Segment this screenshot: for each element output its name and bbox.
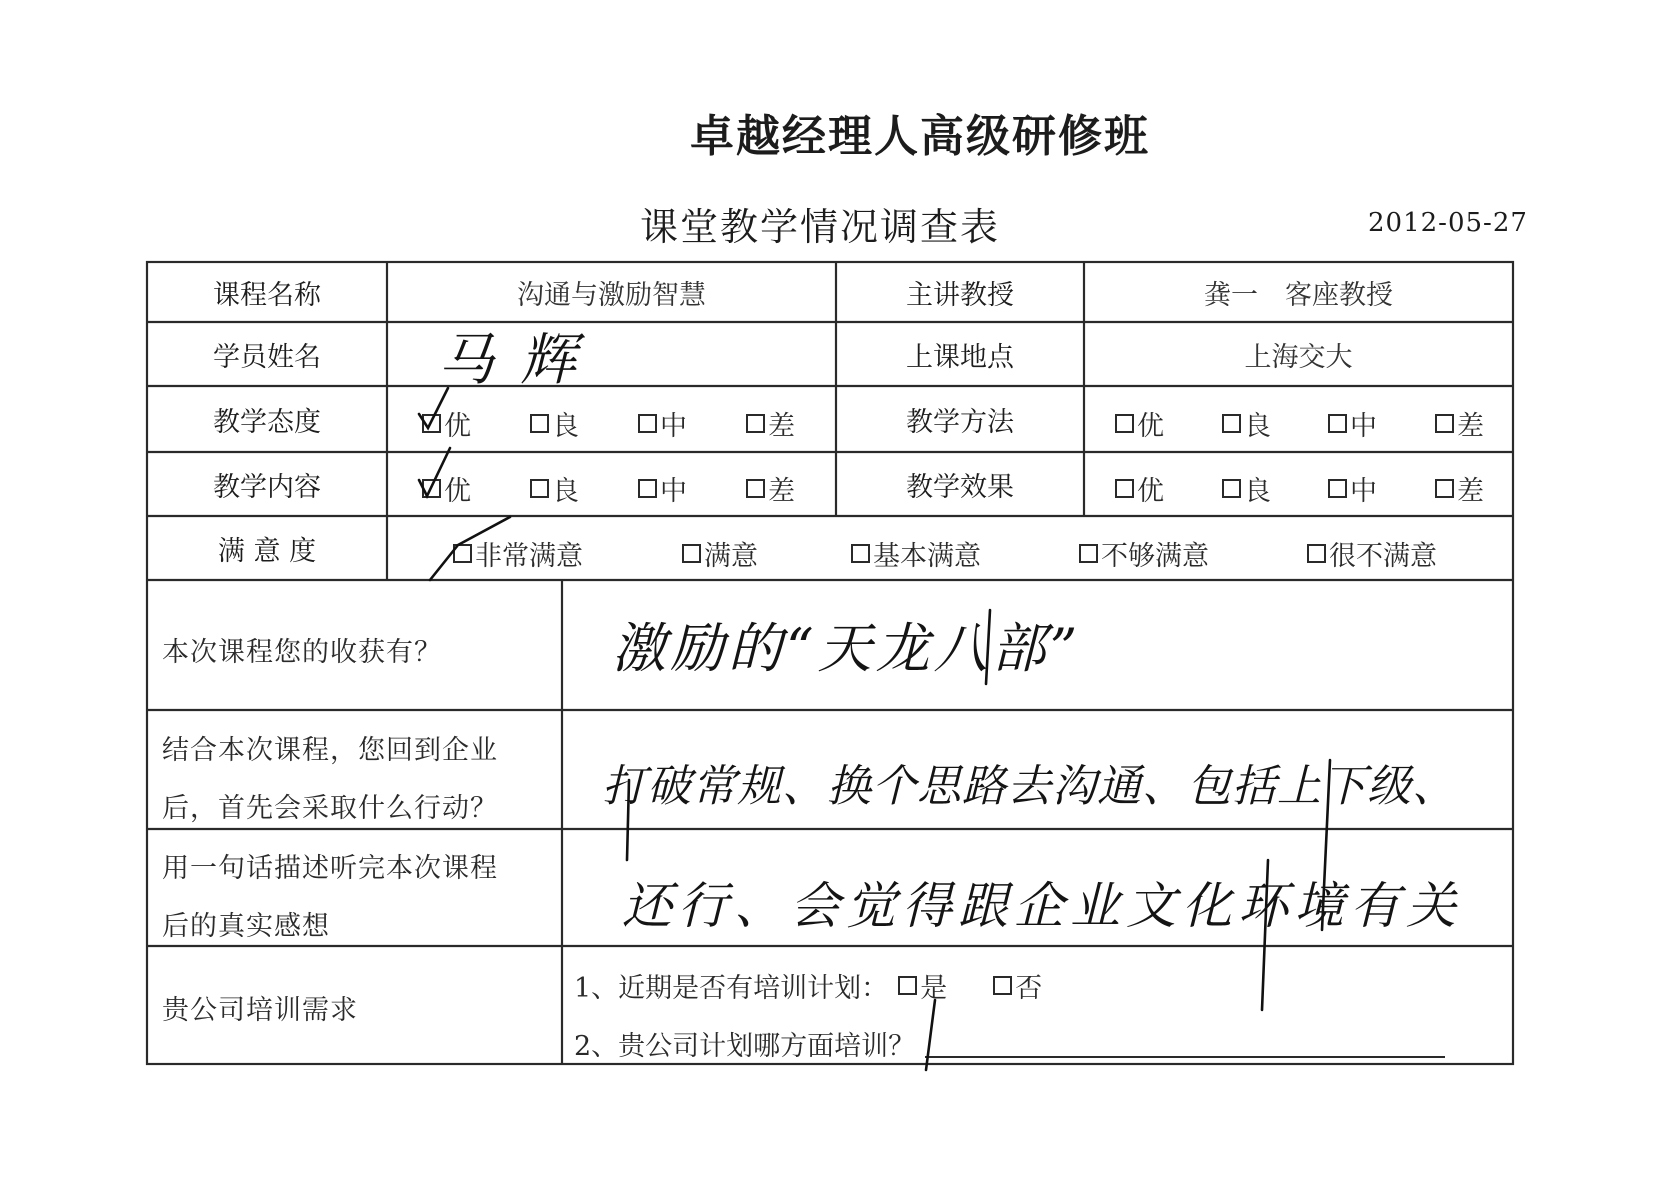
form-subtitle: 课堂教学情况调查表 xyxy=(640,205,1001,249)
training-needs-label: 贵公司培训需求 xyxy=(162,995,358,1026)
location-value: 上海交大 xyxy=(1244,341,1353,373)
pen-stroke-icon xyxy=(627,780,629,860)
satisfaction-option-very-satisfied[interactable]: 非常满意 xyxy=(453,534,583,573)
satisfaction-option-basically-satisfied[interactable]: 基本满意 xyxy=(851,534,981,573)
attitude-option-average[interactable]: 中 xyxy=(638,404,687,443)
training-plan-no-option[interactable]: 否 xyxy=(993,966,1042,1005)
satisfaction-label: 满 意 度 xyxy=(217,535,317,567)
effect-option-excellent[interactable]: 优 xyxy=(1115,469,1164,508)
satisfaction-option-satisfied[interactable]: 满意 xyxy=(682,534,758,573)
form-title: 卓越经理人高级研修班 xyxy=(690,111,1150,162)
training-plan-yes-option[interactable]: 是 xyxy=(898,966,947,1005)
method-option-excellent[interactable]: 优 xyxy=(1115,404,1164,443)
training-area-question: 2、贵公司计划哪方面培训？ xyxy=(574,1024,1445,1063)
check-mark-attitude-icon xyxy=(419,388,448,428)
method-option-average[interactable]: 中 xyxy=(1328,404,1377,443)
content-option-good[interactable]: 良 xyxy=(530,469,579,508)
content-option-excellent[interactable]: 优 xyxy=(422,469,471,508)
attitude-option-poor[interactable]: 差 xyxy=(746,404,795,443)
answer-gains-handwritten: 激励的“天龙八部” xyxy=(612,617,1082,680)
effect-option-good[interactable]: 良 xyxy=(1222,469,1271,508)
pen-stroke-icon xyxy=(1322,760,1330,930)
student-name-label: 学员姓名 xyxy=(213,341,321,373)
check-mark-content-icon xyxy=(419,448,450,496)
check-mark-satisfaction-icon xyxy=(430,517,510,580)
answer-feeling-handwritten: 还行、会觉得跟企业文化环境有关 xyxy=(622,877,1462,935)
course-name-value: 沟通与激励智慧 xyxy=(517,279,706,311)
question-feeling-line2: 后的真实感想 xyxy=(162,911,330,942)
attitude-option-good[interactable]: 良 xyxy=(530,404,579,443)
satisfaction-option-very-dissatisfied[interactable]: 很不满意 xyxy=(1307,534,1437,573)
training-plan-question: 1、近期是否有培训计划： 是 否 xyxy=(574,966,1042,1005)
teaching-attitude-label: 教学态度 xyxy=(213,406,321,438)
question-action-line2: 后，首先会采取什么行动？ xyxy=(162,793,498,824)
pen-stroke-icon xyxy=(1262,860,1268,1010)
lecturer-label: 主讲教授 xyxy=(906,279,1014,311)
effect-option-average[interactable]: 中 xyxy=(1328,469,1377,508)
pen-stroke-icon xyxy=(926,1000,935,1070)
content-option-average[interactable]: 中 xyxy=(638,469,687,508)
question-gains: 本次课程您的收获有？ xyxy=(162,637,442,668)
effect-option-poor[interactable]: 差 xyxy=(1435,469,1484,508)
teaching-method-label: 教学方法 xyxy=(906,406,1014,438)
method-option-good[interactable]: 良 xyxy=(1222,404,1271,443)
lecturer-value: 龚一 客座教授 xyxy=(1204,279,1393,311)
pen-stroke-icon xyxy=(986,610,990,684)
question-feeling-line1: 用一句话描述听完本次课程 xyxy=(162,853,498,884)
question-action-line1: 结合本次课程，您回到企业 xyxy=(162,735,498,766)
location-label: 上课地点 xyxy=(906,341,1014,373)
form-date: 2012-05-27 xyxy=(1368,208,1528,238)
satisfaction-option-not-satisfied[interactable]: 不够满意 xyxy=(1079,534,1209,573)
content-option-poor[interactable]: 差 xyxy=(746,469,795,508)
student-name-handwritten: 马辉 xyxy=(438,328,602,393)
teaching-content-label: 教学内容 xyxy=(213,471,321,503)
answer-action-handwritten: 打破常规、换个思路去沟通、包括上下级、 xyxy=(602,761,1457,812)
method-option-poor[interactable]: 差 xyxy=(1435,404,1484,443)
attitude-option-excellent[interactable]: 优 xyxy=(422,404,471,443)
course-name-label: 课程名称 xyxy=(213,279,321,311)
teaching-effect-label: 教学效果 xyxy=(906,471,1014,503)
